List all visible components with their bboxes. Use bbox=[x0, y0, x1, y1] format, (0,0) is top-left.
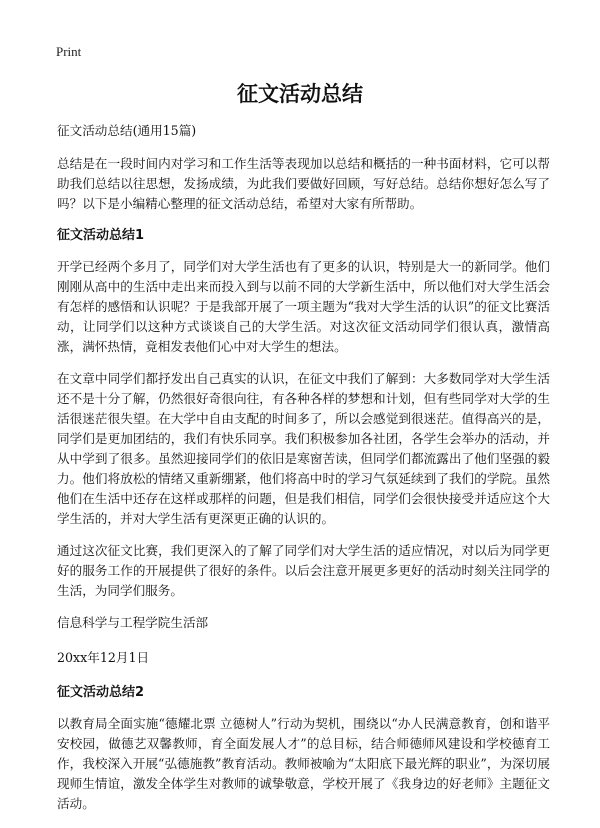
document-body bbox=[57, 121, 550, 826]
section-2-paragraph-1: 以教育局全面实施“德耀北票 立德树人”行动为契机，围绕以“办人民满意教育，创和谐平安校园，做德艺双馨教师，育全面发展人才”的总目标，结合师德师风建设和学校德育工作，我校深入开展“弘德施教”教育活动。教师被喻为“太阳底下最光辉的职业”，为深切展现师生情谊，激发全体学生对教师的诚挚敬意，学校开展了《我身边的好老师》主题征文活动。 bbox=[57, 716, 550, 811]
section-heading-1: 征文活动总结1 bbox=[57, 228, 145, 243]
section-1-paragraph-3: 通过这次征文比赛，我们更深入的了解了同学们对大学生活的适应情况，对以后为同学更好的服务工作的开展提供了很好的条件。以后会注意开展更多更好的活动时刻关注同学的生活，为同学们服务。 bbox=[57, 543, 550, 598]
date: 20xx年12月1日 bbox=[57, 650, 150, 665]
intro-paragraph: 总结是在一段时间内对学习和工作生活等表现加以总结和概括的一种书面材料，它可以帮助我们总结以往思想，发扬成绩，为此我们要做好回顾，写好总结。总结你想好怎么写了吗？以下是小编精心整理的征文活动总结，希望对大家有所帮助。 bbox=[57, 156, 550, 211]
signature: 信息科学与工程学院生活部 bbox=[57, 615, 209, 630]
document-title: 征文活动总结 bbox=[237, 82, 363, 106]
section-heading-2: 征文活动总结2 bbox=[57, 685, 145, 700]
document-subtitle: 征文活动总结(通用15篇) bbox=[57, 123, 197, 138]
section-1-paragraph-1: 开学已经两个多月了，同学们对大学生活也有了更多的认识，特别是大一的新同学。他们刚刚从高中的生活中走出来而投入到与以前不同的大学新生活中，所以他们对大学生活会有怎样的感悟和认识呢？于是我部开展了一项主题为“我对大学生活的认识”的征文比赛活动，让同学们以这种方式谈谈自己的大学生活。对这次征文活动同学们很认真，激情高涨，满怀热情，竟相发表他们心中对大学生的想法。 bbox=[57, 259, 550, 354]
print-link[interactable]: Print bbox=[56, 44, 82, 59]
section-1-paragraph-2: 在文章中同学们都抒发出自己真实的认识，在征文中我们了解到：大多数同学对大学生活还不是十分了解，仍然很好奇很向往，有各种各样的梦想和计划，但有些同学对大学的生活很迷茫很失望。在大学中自由支配的时间多了，所以会感觉到很迷茫。值得高兴的是，同学们是更加团结的，我们有快乐同享。我们积极参加各社团，各学生会举办的活动，并从中学到了很多。虽然迎接同学们的依旧是寒窗苦读，但同学们都流露出了他们坚强的毅力。他们将放松的情绪又重新绷紧，他们将高中时的学习气氛延续到了我们的学院。虽然他们在生活中还存在这样或那样的问题，但是我们相信，同学们会很快接受并适应这个大学生活的，并对大学生活有更深更正确的认识的。 bbox=[57, 371, 550, 526]
